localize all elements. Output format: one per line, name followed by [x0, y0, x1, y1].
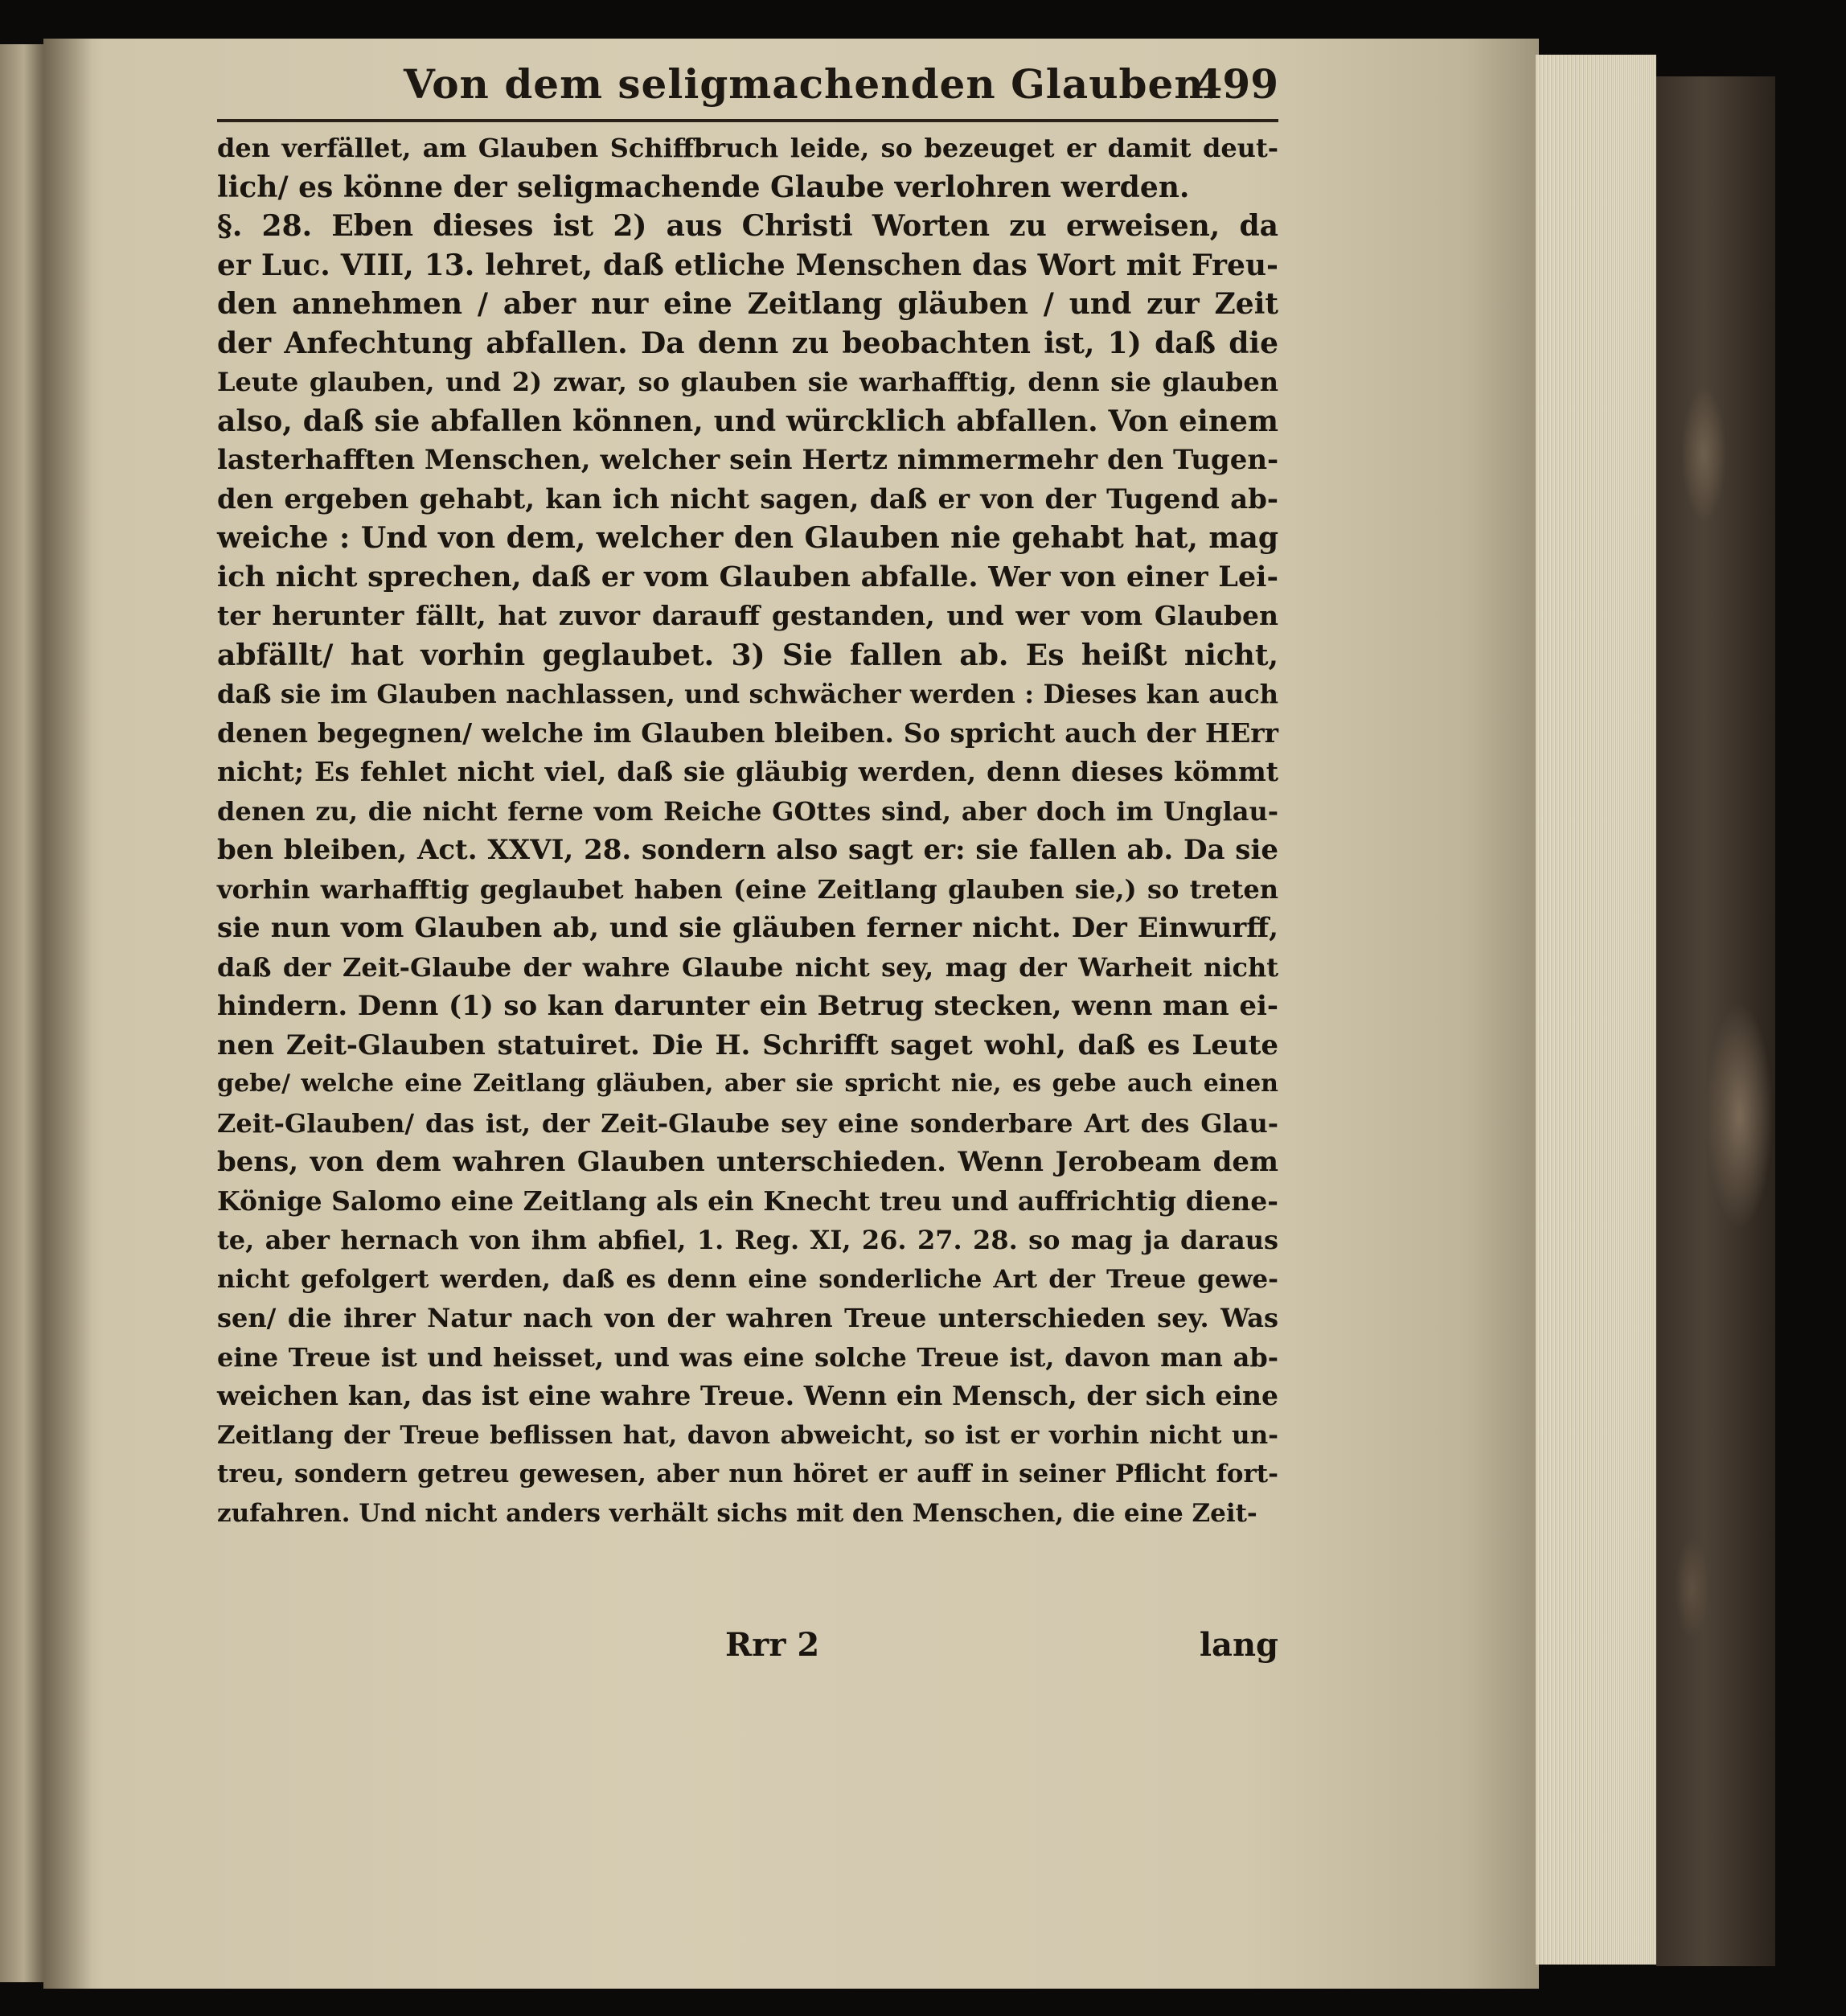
text-line: nicht; Es fehlet nicht viel, daß sie gläubig werden, denn dieses kömmt	[217, 756, 1278, 787]
text-line: denen zu, die nicht ferne vom Reiche GOttes sind, aber doch im Unglau-	[217, 795, 1278, 827]
text-line: Leute glauben, und 2) zwar, so glauben sie warhafftig, denn sie glauben	[217, 367, 1278, 397]
header-rule	[217, 119, 1278, 122]
text-line: denen begegnen/ welche im Glauben bleiben. So spricht auch der HErr	[217, 716, 1278, 749]
text-line: den verfället, am Glauben Schiffbruch leide, so bezeuget er damit deut-	[217, 133, 1278, 163]
page-number: 499	[1194, 60, 1278, 108]
text-line: lich/ es könne der seligmachende Glaube verlohren werden.	[217, 170, 1190, 204]
text-block-edges	[1536, 55, 1656, 1965]
text-line: also, daß sie abfallen können, und würcklich abfallen. Von einem	[217, 404, 1278, 438]
text-line: Könige Salomo eine Zeitlang als ein Knecht treu und auffrichtig diene-	[217, 1185, 1278, 1217]
text-line: weichen kan, das ist eine wahre Treue. Wenn ein Mensch, der sich eine	[217, 1380, 1278, 1411]
text-line: er Luc. VIII, 13. lehret, daß etliche Menschen das Wort mit Freu-	[217, 248, 1278, 282]
text-line: sie nun vom Glauben ab, und sie gläuben ferner nicht. Der Einwurff,	[217, 912, 1278, 944]
page-header	[217, 60, 1278, 117]
text-line: treu, sondern getreu gewesen, aber nun höret er auff in seiner Pflicht fort-	[217, 1460, 1278, 1488]
text-line: vorhin warhafftig geglaubet haben (eine Zeitlang glauben sie,) so treten	[217, 873, 1278, 905]
text-line: ich nicht sprechen, daß er vom Glauben abfalle. Wer von einer Lei-	[217, 560, 1278, 593]
text-line: hindern. Denn (1) so kan darunter ein Betrug stecken, wenn man ei-	[217, 990, 1278, 1022]
gutter-shadow	[43, 39, 92, 1989]
text-line: sen/ die ihrer Natur nach von der wahren Treue unterschieden sey. Was	[217, 1303, 1278, 1333]
text-line: nen Zeit-Glauben statuiret. Die H. Schrifft saget wohl, daß es Leute	[217, 1029, 1278, 1061]
text-line: Zeit-Glauben/ das ist, der Zeit-Glaube sey eine sonderbare Art des Glau-	[217, 1107, 1278, 1139]
text-line: te, aber hernach von ihm abfiel, 1. Reg. XI, 26. 27. 28. so mag ja daraus	[217, 1225, 1278, 1255]
text-line: weiche : Und von dem, welcher den Glauben nie gehabt hat, mag	[217, 521, 1278, 555]
text-line: der Anfechtung abfallen. Da denn zu beobachten ist, 1) daß die	[217, 326, 1278, 360]
text-line: den ergeben gehabt, kan ich nicht sagen, daß er von der Tugend ab-	[217, 482, 1278, 515]
text-line: ter herunter fällt, hat zuvor darauff gestanden, und wer vom Glauben	[217, 600, 1278, 631]
signature-mark: Rrr 2	[725, 1626, 820, 1664]
text-line: den annehmen / aber nur eine Zeitlang gläuben / und zur Zeit	[217, 287, 1278, 321]
text-line: lasterhafften Menschen, welcher sein Hertz nimmermehr den Tugen-	[217, 444, 1279, 476]
text-line: eine Treue ist und heisset, und was eine solche Treue ist, davon man ab-	[217, 1341, 1278, 1373]
text-line: daß der Zeit-Glaube der wahre Glaube nicht sey, mag der Warheit nicht	[217, 951, 1278, 983]
body-text	[217, 129, 1278, 1533]
facing-page-edge	[0, 44, 43, 1982]
running-head: Von dem seligmachenden Glauben.	[404, 60, 1220, 108]
text-line: Zeitlang der Treue beflissen hat, davon abweicht, so ist er vorhin nicht un-	[217, 1420, 1278, 1450]
text-line: zufahren. Und nicht anders verhält sichs mit den Menschen, die eine Zeit-	[217, 1498, 1257, 1528]
catchword: lang	[1199, 1626, 1278, 1664]
text-line: daß sie im Glauben nachlassen, und schwächer werden : Dieses kan auch	[217, 679, 1278, 709]
text-line: bens, von dem wahren Glauben unterschieden. Wenn Jerobeam dem	[217, 1146, 1278, 1178]
text-line: abfällt/ hat vorhin geglaubet. 3) Sie fallen ab. Es heißt nicht,	[217, 638, 1278, 672]
text-line: §. 28. Eben dieses ist 2) aus Christi Worten zu erweisen, da	[217, 209, 1278, 243]
marbled-cover	[1656, 76, 1775, 1966]
text-line: nicht gefolgert werden, daß es denn eine sonderliche Art der Treue gewe-	[217, 1264, 1278, 1294]
page-footer	[217, 1626, 1278, 1674]
text-line: ben bleiben, Act. XXVI, 28. sondern also sagt er: sie fallen ab. Da sie	[217, 834, 1278, 866]
text-line: gebe/ welche eine Zeitlang gläuben, aber sie spricht nie, es gebe auch einen	[217, 1070, 1278, 1098]
